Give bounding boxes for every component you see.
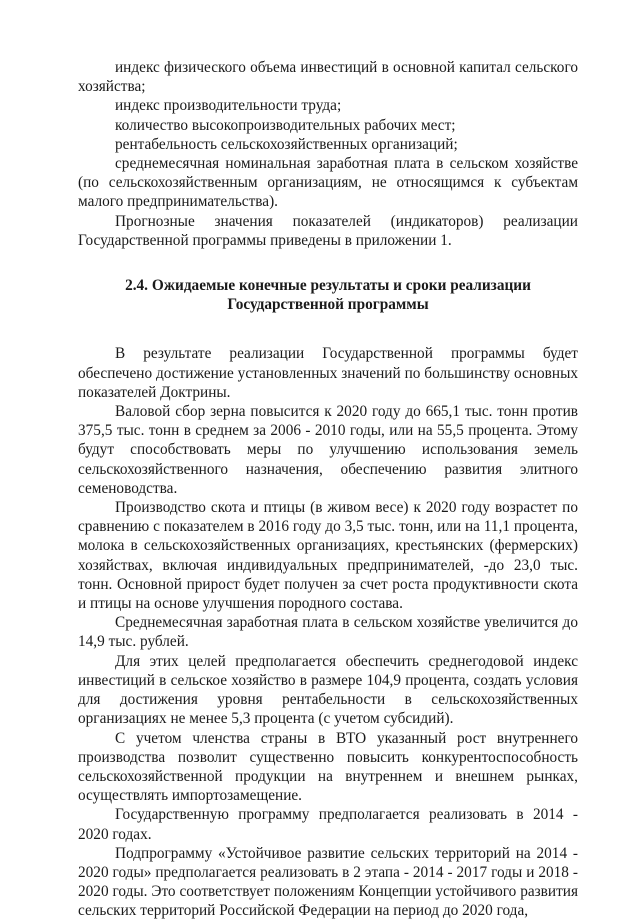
list-item-labor-productivity: индекс производительности труда; [115, 97, 342, 115]
paragraph-livestock-production: Производство скота и птицы (в живом весе) к 2020 году возрастет по сравнению с показателем в 2016 году до 3,5 тыс. тонн, или на 11,1 процента, молока в сельскохозяйственных организациях, крестьянских (фермерских) хозяйствах, включая индивидуальных предпринимателей, -до 23,0 тыс. тонн. Основной прирост будет получен за счет роста продуктивности скота и птицы на основе улучшения породного состава. [78, 499, 578, 613]
list-item-high-productivity-jobs: количество высокопроизводительных рабочих мест; [115, 116, 456, 134]
paragraph-program-period: Государственную программу предполагается реализовать в 2014 - 2020 годах. [78, 806, 578, 843]
paragraph-results-intro: В результате реализации Государственной программы будет обеспечено достижение установленных значений по большинству основных показателей Доктрины. [78, 345, 578, 401]
paragraph-forecast-values: Прогнозные значения показателей (индикаторов) реализации Государственной программы приведены в приложении 1. [78, 212, 578, 249]
list-item-profitability: рентабельность сельскохозяйственных организаций; [115, 135, 458, 153]
paragraph-subprogram-stages: Подпрограмму «Устойчивое развитие сельских территорий на 2014 - 2020 годы» предполагается реализовать в 2 этапа - 2014 - 2017 годы и 2018 - 2020 годы. Это соответствует положениям Концепции устойчивого развития сельских территорий Российской Федерации на период до 2020 года, [78, 844, 578, 920]
paragraph-average-wage: Среднемесячная заработная плата в сельском хозяйстве увеличится до 14,9 тыс. рублей. [78, 614, 578, 651]
list-item-average-wage: среднемесячная номинальная заработная плата в сельском хозяйстве (по сельскохозяйственным организациям, не относящимся к субъектам малого предпринимательства). [78, 155, 578, 211]
paragraph-investment-index: Для этих целей предполагается обеспечить среднегодовой индекс инвестиций в сельское хозяйство в размере 104,9 процента, создать условия для достижения уровня рентабельности в сельскохозяйственных организациях не менее 5,3 процента (с учетом субсидий). [78, 652, 578, 728]
section-heading: 2.4. Ожидаемые конечные результаты и сроки реализации Государственной программы [125, 277, 531, 314]
paragraph-wto-membership: С учетом членства страны в ВТО указанный рост внутреннего производства позволит существенно повысить конкурентоспособность сельскохозяйственной продукции на внутреннем и внешнем рынках, осуществлять импортозамещение. [78, 729, 578, 805]
paragraph-grain-harvest: Валовой сбор зерна повысится к 2020 году до 665,1 тыс. тонн против 375,5 тыс. тонн в среднем за 2006 - 2010 годы, или на 55,5 процента. Этому будут способствовать меры по улучшению использования земель сельскохозяйственного назначения, обеспечению развития элитного семеноводства. [78, 403, 578, 497]
list-item-investment-index: индекс физического объема инвестиций в основной капитал сельского хозяйства; [78, 59, 578, 96]
document-page [78, 58, 578, 921]
